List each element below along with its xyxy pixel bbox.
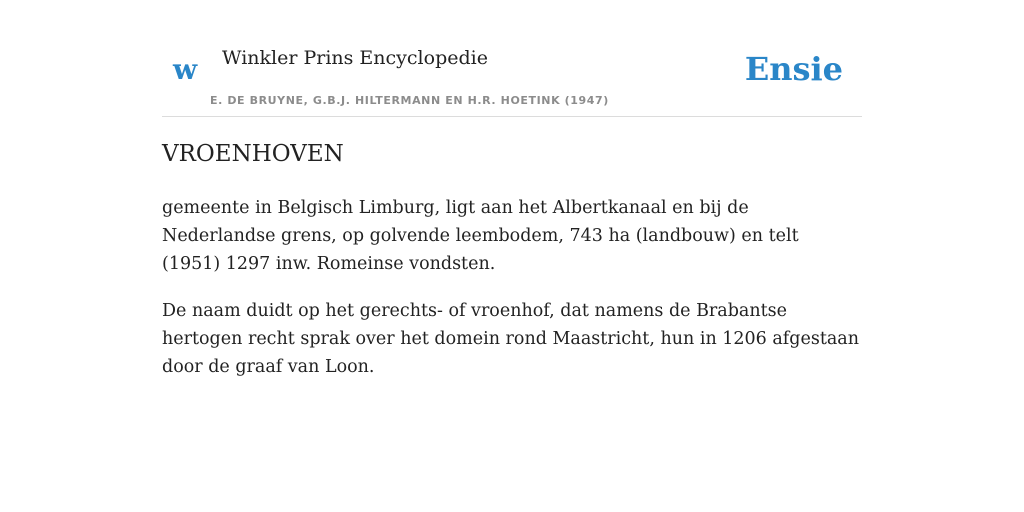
publication-logo-icon[interactable]: w — [173, 53, 198, 86]
article-title: VROENHOVEN — [162, 141, 344, 167]
publication-title[interactable]: Winkler Prins Encyclopedie — [222, 47, 488, 69]
publication-authors: E. DE BRUYNE, G.B.J. HILTERMANN EN H.R. HOETINK (1947) — [210, 94, 609, 107]
article-paragraph: gemeente in Belgisch Limburg, ligt aan het Albertkanaal en bij de Nederlandse grens, op golvende leembodem, 743 ha (landbouw) en telt (1951) 1297 inw. Romeinse vondsten. — [162, 198, 799, 274]
article — [162, 136, 862, 381]
ensie-logo-link[interactable]: Ensie — [744, 50, 843, 88]
publication-header — [162, 0, 862, 117]
article-paragraph: De naam duidt op het gerechts- of vroenhof, dat namens de Brabantse hertogen recht sprak over het domein rond Maastricht, hun in 1206 afgestaan door de graaf van Loon. — [162, 301, 859, 377]
